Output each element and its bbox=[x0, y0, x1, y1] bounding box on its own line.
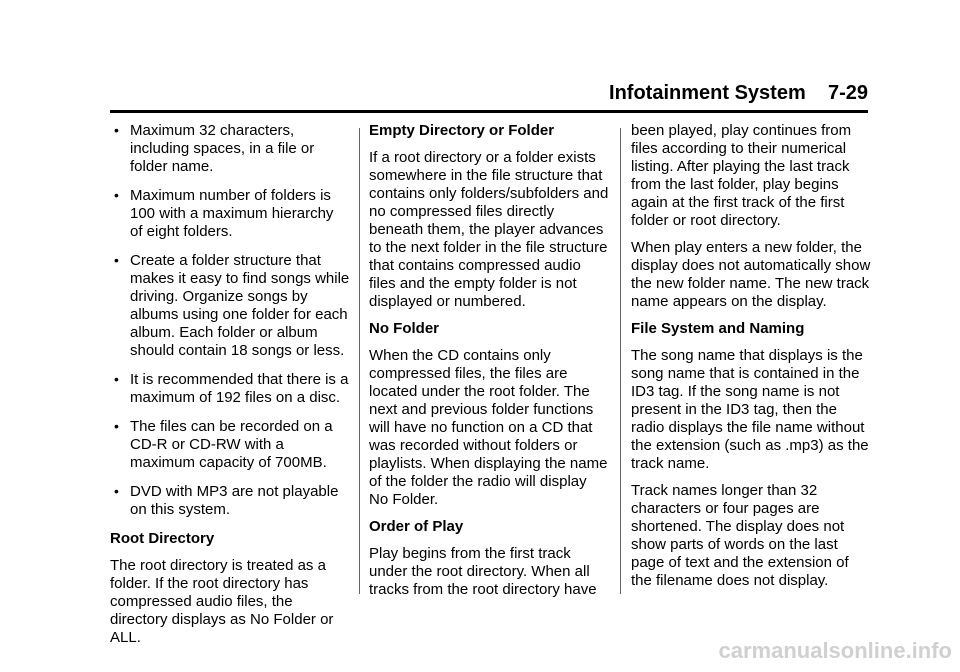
section-heading-root-directory: Root Directory bbox=[110, 530, 215, 547]
bullet-icon: • bbox=[114, 187, 119, 203]
paragraph: The root directory is treated as a folder. If the root directory has compressed audio files, the directory displays as No Folder or ALL. bbox=[110, 557, 334, 646]
bullet-icon: • bbox=[114, 371, 119, 387]
paragraph: Track names longer than 32 characters or four pages are shortened. The display does not show parts of words on the last page of text and the extension of the filename does not display. bbox=[631, 482, 849, 589]
paragraph: When the CD contains only compressed files, the files are located under the root folder. The next and previous folder functions will have no function on a CD that was recorded without folders or playlists. When displaying the name of the folder the radio will display No Folder. bbox=[369, 347, 608, 508]
list-item: • DVD with MP3 are not playable on this system. bbox=[114, 483, 339, 518]
watermark: carmanualsonline.info bbox=[718, 638, 952, 663]
page-title: Infotainment System 7-29 bbox=[609, 82, 868, 104]
paragraph: been played, play continues from files according to their numerical listing. After playing the last track from the last folder, play begins again at the first track of the first folder or root directory. bbox=[631, 122, 852, 229]
column-3 bbox=[631, 122, 871, 599]
section-heading-order-of-play: Order of Play bbox=[369, 518, 464, 535]
section-heading-empty-directory: Empty Directory or Folder bbox=[369, 122, 555, 139]
paragraph: When play enters a new folder, the display does not automatically show the new folder name. The new track name appears on the display. bbox=[631, 239, 871, 310]
column-divider bbox=[620, 128, 621, 594]
paragraph: Play begins from the first track under the root directory. When all tracks from the root directory have bbox=[369, 545, 597, 598]
column-1 bbox=[110, 122, 350, 656]
section-heading-file-system: File System and Naming bbox=[631, 320, 805, 337]
bullet-icon: • bbox=[114, 252, 119, 268]
list-item: • The files can be recorded on a CD-R or CD-RW with a maximum capacity of 700MB. bbox=[114, 418, 333, 471]
list-item: • It is recommended that there is a maximum of 192 files on a disc. bbox=[114, 371, 349, 406]
list-item: • Maximum number of folders is 100 with a maximum hierarchy of eight folders. bbox=[114, 187, 334, 240]
paragraph: The song name that displays is the song name that is contained in the ID3 tag. If the song name is not present in the ID3 tag, then the radio displays the file name without the extension (such as .mp3) as the track name. bbox=[631, 347, 869, 472]
section-heading-no-folder: No Folder bbox=[369, 320, 439, 337]
bullet-icon: • bbox=[114, 483, 119, 499]
paragraph: If a root directory or a folder exists somewhere in the file structure that contains only folders/subfolders and no compressed files directly beneath them, the player advances to the next folder in the file structure that contains compressed audio files and the empty folder is not displayed or numbered. bbox=[369, 149, 609, 310]
column-divider bbox=[359, 128, 360, 594]
requirements-list bbox=[110, 122, 350, 519]
list-item: • Create a folder structure that makes it easy to find songs while driving. Organize songs by albums using one folder for each album. Each folder or album should contain 18 songs or less. bbox=[114, 252, 350, 359]
column-2 bbox=[369, 122, 609, 608]
bullet-icon: • bbox=[114, 122, 119, 138]
list-item: • Maximum 32 characters, including spaces, in a file or folder name. bbox=[114, 122, 315, 175]
bullet-icon: • bbox=[114, 418, 119, 434]
page-header bbox=[110, 80, 868, 113]
